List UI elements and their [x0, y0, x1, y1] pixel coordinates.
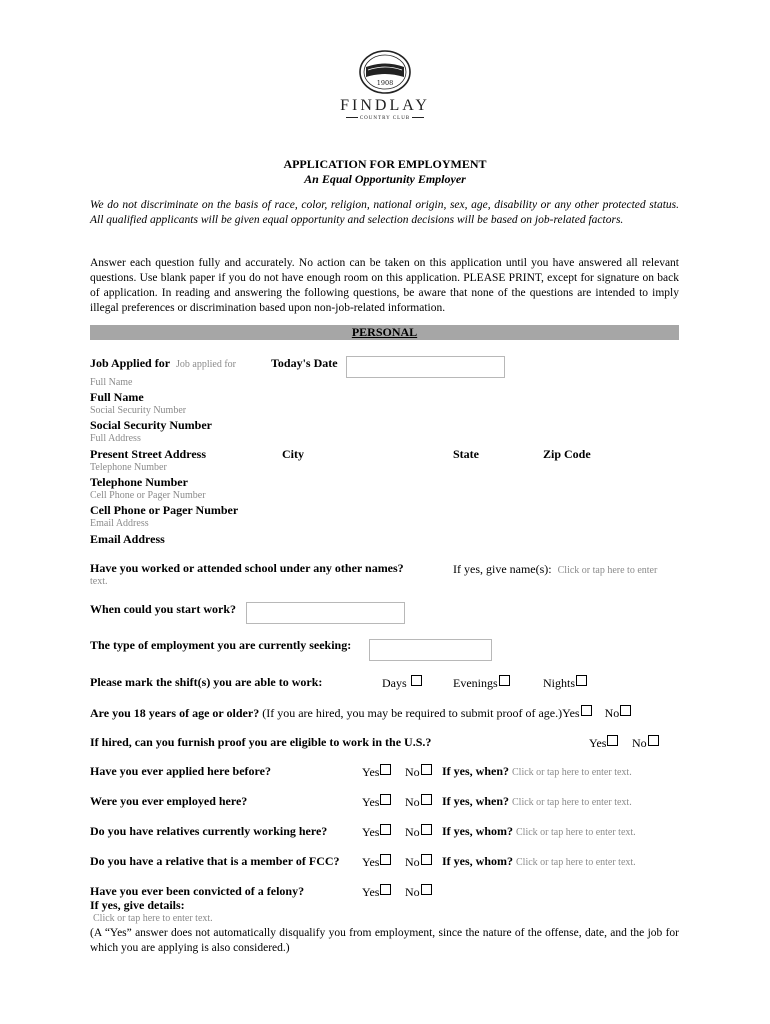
age18-no[interactable]	[605, 706, 632, 720]
age18-question: Are you 18 years of age or older?	[90, 706, 260, 720]
employed-before-no-label: No	[405, 795, 420, 809]
proof-question: If hired, can you furnish proof you are eligible to work in the U.S.?	[90, 735, 432, 749]
applied-before-question: Have you ever applied here before?	[90, 764, 271, 778]
relatives-followup-label: If yes, whom?	[442, 824, 513, 838]
relatives-yes-checkbox[interactable]	[380, 824, 391, 835]
job-applied-input[interactable]: Job applied for	[176, 359, 237, 370]
state-label: State	[453, 447, 479, 461]
felony-yes[interactable]	[362, 884, 391, 900]
employment-type-label: The type of employment you are currently seeking:	[90, 638, 352, 652]
page-subtitle: An Equal Opportunity Employer	[304, 172, 466, 186]
relatives-yes-label: Yes	[362, 825, 380, 839]
ssn-label: Social Security Number	[90, 418, 212, 432]
instructions: Answer each question fully and accurately. No action can be taken on this application until you have answered all relevant questions. Use blank paper if you do not have enough room on this application. PLEASE PRINT, except for signature on back of application. In reading and answering the following questions, be aware that none of the questions are intended to imply illegal preferences or discrimination based upon non-job-related information.	[90, 257, 679, 314]
job-applied-row	[90, 356, 236, 371]
shift-nights-label: Nights	[543, 676, 576, 690]
age18-row	[90, 705, 631, 721]
applied-before-no[interactable]	[405, 764, 432, 780]
relatives-question: Do you have relatives currently working here?	[90, 824, 328, 838]
age18-no-label: No	[604, 706, 620, 720]
nondiscrimination-statement: We do not discriminate on the basis of race, color, religion, national origin, sex, age, disability or any other protected status. All qualified applicants will be given equal opportunity and selection decisions will be based on job-related factors.	[90, 199, 679, 226]
felony-yes-label: Yes	[362, 885, 380, 899]
city-label: City	[282, 447, 304, 461]
employed-before-question: Were you ever employed here?	[90, 794, 248, 808]
section-personal: PERSONAL	[90, 325, 679, 340]
shift-days[interactable]	[382, 675, 422, 691]
full-name-input[interactable]: Full Name	[90, 377, 133, 388]
employed-before-followup-label: If yes, when?	[442, 794, 510, 808]
relatives-no-checkbox[interactable]	[421, 824, 432, 835]
employment-type-input[interactable]	[369, 639, 492, 661]
member-relative-yes-checkbox[interactable]	[380, 854, 391, 865]
telephone-input[interactable]: Telephone Number	[90, 462, 167, 473]
proof-yes[interactable]	[589, 735, 618, 751]
age18-note: (If you are hired, you may be required to submit proof of age.)	[262, 706, 563, 720]
member-relative-no[interactable]	[405, 854, 432, 870]
employed-before-when-input[interactable]: Click or tap here to enter text.	[512, 797, 632, 808]
employed-before-yes-checkbox[interactable]	[380, 794, 391, 805]
other-names-input-cont[interactable]: text.	[90, 576, 108, 587]
applied-before-yes-checkbox[interactable]	[380, 764, 391, 775]
relatives-followup	[442, 824, 636, 839]
start-work-input[interactable]	[246, 602, 405, 624]
applied-before-when-input[interactable]: Click or tap here to enter text.	[512, 767, 632, 778]
logo-subtitle: COUNTRY CLUB	[335, 116, 435, 121]
ssn-input[interactable]: Social Security Number	[90, 405, 187, 416]
other-names-input[interactable]: Click or tap here to enter	[557, 565, 658, 576]
proof-yes-checkbox[interactable]	[607, 735, 618, 746]
felony-no-checkbox[interactable]	[421, 884, 432, 895]
member-relative-question: Do you have a relative that is a member of FCC?	[90, 854, 340, 868]
age18-yes[interactable]	[562, 706, 591, 720]
felony-no-label: No	[405, 885, 420, 899]
age18-no-checkbox[interactable]	[620, 705, 631, 716]
shift-evenings[interactable]	[453, 675, 510, 691]
job-applied-label: Job Applied for	[90, 356, 171, 370]
applied-before-no-label: No	[405, 765, 420, 779]
shifts-label: Please mark the shift(s) you are able to work:	[90, 675, 323, 689]
page-title: APPLICATION FOR EMPLOYMENT	[283, 157, 487, 171]
proof-yes-label: Yes	[589, 736, 607, 750]
other-names-if-yes	[453, 562, 657, 577]
proof-no-checkbox[interactable]	[648, 735, 659, 746]
zip-label: Zip Code	[543, 447, 591, 461]
street-address-label: Present Street Address	[90, 447, 206, 461]
shift-evenings-label: Evenings	[453, 676, 498, 690]
relatives-whom-input[interactable]: Click or tap here to enter text.	[516, 827, 636, 838]
applied-before-yes[interactable]	[362, 764, 391, 780]
shift-days-checkbox[interactable]	[411, 675, 422, 686]
age18-yes-label: Yes	[562, 706, 580, 720]
email-label: Email Address	[90, 532, 165, 546]
logo-name: FINDLAY	[340, 97, 430, 114]
relatives-no-label: No	[405, 825, 420, 839]
employed-before-followup	[442, 794, 632, 809]
member-relative-no-checkbox[interactable]	[421, 854, 432, 865]
member-relative-followup	[442, 854, 636, 869]
shift-days-label: Days	[382, 676, 407, 690]
applied-before-no-checkbox[interactable]	[421, 764, 432, 775]
felony-details-label: If yes, give details:	[90, 898, 185, 912]
cell-input[interactable]: Cell Phone or Pager Number	[90, 490, 206, 501]
member-relative-yes-label: Yes	[362, 855, 380, 869]
shift-nights[interactable]	[543, 675, 587, 691]
telephone-label: Telephone Number	[90, 475, 188, 489]
club-logo	[335, 50, 435, 126]
employed-before-no[interactable]	[405, 794, 432, 810]
applied-before-yes-label: Yes	[362, 765, 380, 779]
cell-label: Cell Phone or Pager Number	[90, 503, 239, 517]
felony-question: Have you ever been convicted of a felony?	[90, 884, 305, 898]
other-names-if-yes-label: If yes, give name(s):	[453, 562, 552, 576]
member-relative-yes[interactable]	[362, 854, 391, 870]
employed-before-yes-label: Yes	[362, 795, 380, 809]
email-input[interactable]: Email Address	[90, 518, 149, 529]
applied-before-followup	[442, 764, 632, 779]
member-relative-whom-input[interactable]: Click or tap here to enter text.	[516, 857, 636, 868]
felony-note: (A “Yes” answer does not automatically disqualify you from employment, since the nature of the offense, date, and the job for which you are applying is also considered.)	[90, 927, 679, 954]
shift-nights-checkbox[interactable]	[576, 675, 587, 686]
todays-date-label: Today's Date	[271, 356, 338, 370]
employed-before-yes[interactable]	[362, 794, 391, 810]
felony-no[interactable]	[405, 884, 432, 900]
age18-yes-checkbox[interactable]	[581, 705, 592, 716]
relatives-no[interactable]	[405, 824, 432, 840]
proof-no[interactable]	[632, 735, 659, 751]
applied-before-followup-label: If yes, when?	[442, 764, 510, 778]
svg-text:1908: 1908	[376, 79, 394, 87]
address-input[interactable]: Full Address	[90, 433, 141, 444]
employed-before-no-checkbox[interactable]	[421, 794, 432, 805]
proof-no-label: No	[632, 736, 647, 750]
full-name-label: Full Name	[90, 390, 144, 404]
felony-details-input[interactable]: Click or tap here to enter text.	[93, 913, 213, 924]
other-names-question: Have you worked or attended school under any other names?	[90, 561, 404, 575]
felony-yes-checkbox[interactable]	[380, 884, 391, 895]
start-work-label: When could you start work?	[90, 602, 237, 616]
member-relative-no-label: No	[405, 855, 420, 869]
member-relative-followup-label: If yes, whom?	[442, 854, 513, 868]
todays-date-input[interactable]	[346, 356, 505, 378]
shift-evenings-checkbox[interactable]	[499, 675, 510, 686]
relatives-yes[interactable]	[362, 824, 391, 840]
